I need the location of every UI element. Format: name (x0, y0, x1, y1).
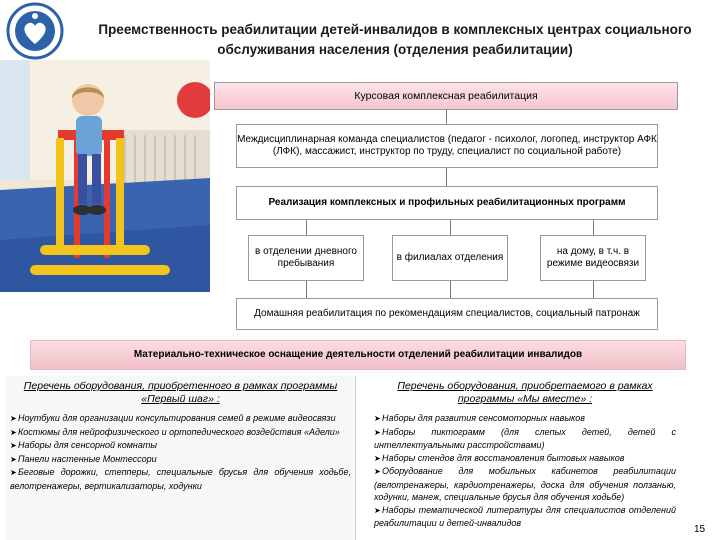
page-number: 15 (694, 524, 706, 535)
form-home-box: на дому, в т.ч. в режиме видеосвязи (540, 235, 646, 281)
list-item: ➤Наборы тематической литературы для специалистов отделений реабилитации и детей-инвалидов (374, 504, 676, 528)
list-item: ➤Костюмы для нейрофизического и ортопедического воздействия «Адели» (10, 426, 351, 440)
list-item: ➤Панели настенные Монтессори (10, 453, 351, 467)
list-item: ➤Наборы для развития сенсомоторных навыков (374, 412, 676, 426)
home-rehab-box: Домашняя реабилитация по рекомендациям специалистов, социальный патронаж (236, 298, 658, 330)
arrow-bullet-icon: ➤ (374, 453, 381, 463)
form-branch-box: в филиалах отделения (392, 235, 508, 281)
child-walker-photo (0, 60, 210, 292)
list-item: ➤Наборы пиктограмм (для слепых детей, детей с интеллектуальными расстройствами) (374, 426, 676, 450)
arrow-bullet-icon: ➤ (10, 441, 17, 450)
list-item: ➤Ноутбуки для организации консультирования семей в режиме видеосвязи (10, 412, 351, 426)
connector (450, 220, 451, 235)
arrow-bullet-icon: ➤ (374, 505, 381, 515)
list-item: ➤Наборы стендов для восстановления бытовых навыков (374, 452, 676, 466)
connector (306, 281, 307, 298)
list-item: ➤Беговые дорожки, степперы, специальные брусья для обучения ходьбе, велотренажеры, вертикализаторы, ходунки (10, 467, 351, 491)
list-item: ➤Оборудование для мобильных кабинетов реабилитации (велотренажеры, кардиотренажеры, доска для обучения ползанью, ходунки, манеж, специальные брусья для обучения ходьбе) (374, 466, 676, 502)
team-box: Междисциплинарная команда специалистов (педагог - психолог, логопед, инструктор АФК (ЛФК), массажист, инструктор по труду, специалист по социальной работе) (236, 124, 658, 168)
arrow-bullet-icon: ➤ (10, 454, 17, 464)
first-step-heading: Перечень оборудования, приобретенного в рамках программы «Первый шаг» : (23, 380, 338, 405)
arrow-bullet-icon: ➤ (374, 427, 381, 437)
organization-logo (2, 2, 68, 60)
connector (446, 168, 447, 186)
together-list (370, 412, 680, 530)
equipment-banner: Материально-техническое оснащение деятельности отделений реабилитации инвалидов (30, 340, 686, 370)
arrow-bullet-icon: ➤ (10, 468, 17, 477)
slide-title: Преемственность реабилитации детей-инвалидов в комплексных центрах социального обслуживания населения (отделения реабилитации) (98, 22, 692, 57)
arrow-bullet-icon: ➤ (374, 414, 381, 423)
connector (306, 220, 307, 235)
connector (450, 281, 451, 298)
connector (593, 281, 594, 298)
together-equipment-panel (370, 376, 680, 540)
first-step-equipment-panel (6, 376, 356, 540)
together-heading: Перечень оборудования, приобретаемого в рамках программы «Мы вместе» : (397, 380, 653, 405)
first-step-list (6, 412, 355, 492)
list-item: ➤Наборы для сенсорной комнаты (10, 439, 351, 453)
connector (593, 220, 594, 235)
arrow-bullet-icon: ➤ (374, 467, 381, 476)
arrow-bullet-icon: ➤ (10, 414, 17, 423)
implementation-box: Реализация комплексных и профильных реабилитационных программ (236, 186, 658, 220)
arrow-bullet-icon: ➤ (10, 427, 17, 437)
connector (446, 110, 447, 124)
course-rehab-box: Курсовая комплексная реабилитация (214, 82, 678, 110)
form-day-box: в отделении дневного пребывания (248, 235, 364, 281)
